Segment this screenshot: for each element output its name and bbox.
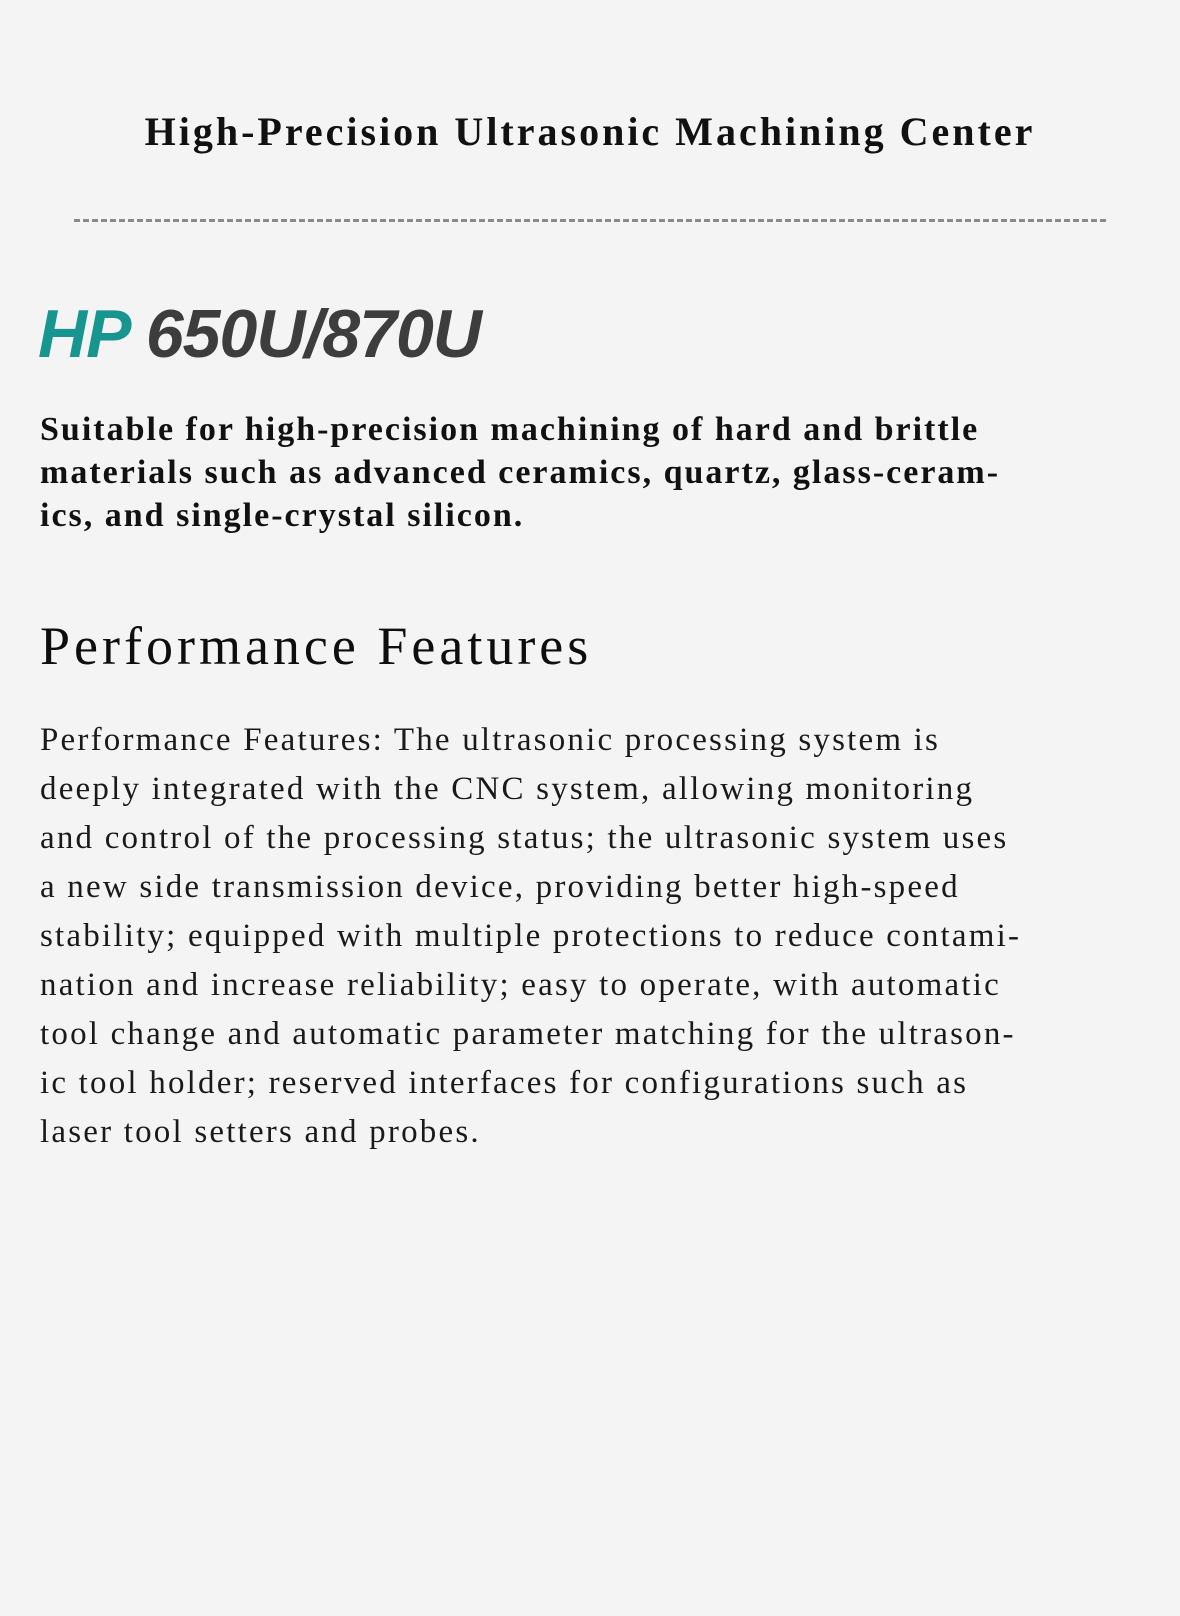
body-line: ic tool holder; reserved interfaces for configurations such as (40, 1065, 969, 1101)
dashed-divider (74, 219, 1106, 222)
intro-line: Suitable for high-precision machining of hard and brittle (40, 411, 980, 448)
product-intro (40, 408, 1140, 537)
body-line: laser tool setters and probes. (40, 1114, 481, 1150)
body-line: tool change and automatic parameter matching for the ultrason- (40, 1016, 1016, 1052)
body-line: a new side transmission device, providing better high-speed (40, 869, 960, 905)
intro-line: materials such as advanced ceramics, quartz, glass-ceram- (40, 454, 1001, 491)
product-model-title (38, 296, 481, 372)
features-body (40, 716, 1150, 1157)
page-title: High-Precision Ultrasonic Machining Center (144, 109, 1036, 154)
body-line: and control of the processing status; the ultrasonic system uses (40, 820, 1009, 856)
body-line: stability; equipped with multiple protections to reduce contami- (40, 918, 1022, 954)
model-number: 650U/870U (145, 296, 481, 372)
body-line: deeply integrated with the CNC system, allowing monitoring (40, 771, 975, 807)
intro-line: ics, and single-crystal silicon. (40, 497, 525, 534)
section-heading: Performance Features (40, 616, 593, 676)
body-line: Performance Features: The ultrasonic processing system is (40, 722, 941, 758)
body-line: nation and increase reliability; easy to operate, with automatic (40, 967, 1001, 1003)
model-brand: HP (38, 296, 128, 372)
